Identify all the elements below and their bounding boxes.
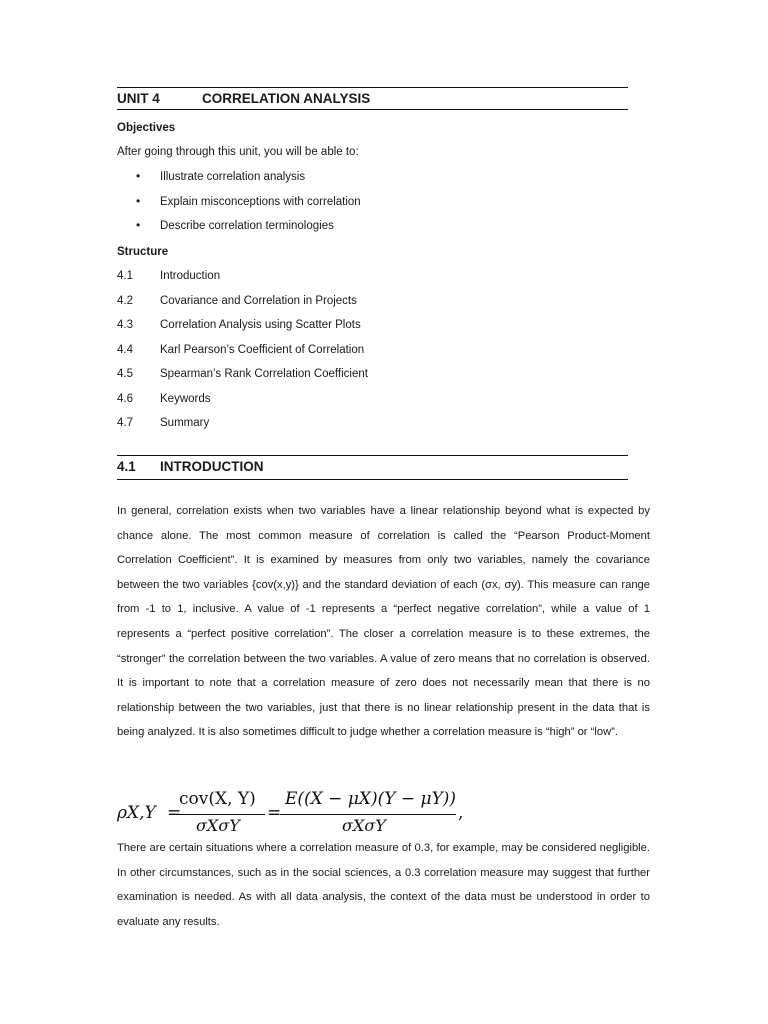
formula-comma: , bbox=[458, 803, 464, 823]
unit-number: UNIT 4 bbox=[117, 91, 160, 106]
bullet-icon: • bbox=[136, 169, 141, 183]
formula-numerator-2: E((X − μX)(Y − μY)) bbox=[285, 789, 457, 809]
list-item: 4.2 Covariance and Correlation in Projects bbox=[117, 294, 357, 307]
section-title: INTRODUCTION bbox=[160, 459, 264, 474]
list-item: 4.3 Correlation Analysis using Scatter Plots bbox=[117, 319, 361, 331]
formula-denominator-2: σXσY bbox=[342, 816, 386, 835]
section-top-rule bbox=[117, 455, 628, 456]
formula-equals-2: = bbox=[267, 803, 282, 823]
structure-heading: Structure bbox=[117, 246, 169, 258]
formula-denominator-1: σXσY bbox=[196, 816, 240, 835]
list-item: 4.4 Karl Pearson’s Coefficient of Correlation bbox=[117, 343, 365, 356]
bullet-icon: • bbox=[136, 218, 141, 233]
section-bottom-rule bbox=[117, 479, 628, 480]
unit-title: CORRELATION ANALYSIS bbox=[202, 91, 371, 106]
list-item: 4.7 Summary bbox=[117, 417, 210, 429]
unit-bottom-rule bbox=[117, 109, 628, 110]
list-item: • Illustrate correlation analysis bbox=[136, 169, 306, 183]
formula-lhs: ρX,Y bbox=[117, 803, 156, 823]
bullet-icon: • bbox=[136, 193, 141, 208]
intro-paragraph: In general, correlation exists when two variables have a linear relationship beyond what is expected by chance alone. The most common measure of correlation is called the “Pearson Product-Moment Correlation Coefficient”. It is examined by measures from only two variables, namely the covariance between the two variables {cov(x,y)} and the standard deviation of each (σx, σy). This measure can range from -1 to 1, inclusive. A value of -1 represents a “perfect negative correlation”, while a value of 1 represents a “perfect positive correlation”. The closer a correlation measure is to these extremes, the “stronger” the correlation between the two variables. A value of zero means that no correlation is observed. It is important to note that a correlation measure of zero does not necessarily mean that there is no relationship between the two variables, just that there is no linear relationship present in the data that is being analyzed. It is also sometimes difficult to judge whether a correlation measure is “high” or “low”. bbox=[117, 505, 650, 739]
list-item: 4.5 Spearman’s Rank Correlation Coefficient bbox=[117, 368, 368, 380]
list-item: • Describe correlation terminologies bbox=[136, 218, 334, 233]
fraction-bar-2 bbox=[280, 814, 456, 815]
objectives-heading: Objectives bbox=[117, 122, 176, 134]
unit-heading bbox=[117, 89, 628, 109]
section-number: 4.1 bbox=[117, 459, 136, 474]
list-item: 4.1 Introduction bbox=[117, 270, 221, 282]
fraction-bar-1 bbox=[177, 814, 265, 815]
objectives-intro: After going through this unit, you will be able to: bbox=[117, 146, 359, 158]
closing-paragraph: There are certain situations where a correlation measure of 0.3, for example, may be considered negligible. In other circumstances, such as in the social sciences, a 0.3 correlation measure may suggest that further examination is needed. As with all data analysis, the context of the data must be understood in order to evaluate any results. bbox=[117, 842, 650, 928]
unit-top-rule bbox=[117, 87, 628, 88]
correlation-formula bbox=[117, 786, 477, 836]
objectives-list bbox=[117, 170, 628, 244]
structure-list bbox=[117, 269, 628, 441]
list-item: 4.6 Keywords bbox=[117, 392, 211, 405]
formula-numerator-1: cov(X, Y) bbox=[179, 789, 256, 809]
section-heading bbox=[117, 457, 628, 477]
formula-equals-1: = bbox=[167, 803, 182, 823]
list-item: • Explain misconceptions with correlation bbox=[136, 193, 361, 208]
